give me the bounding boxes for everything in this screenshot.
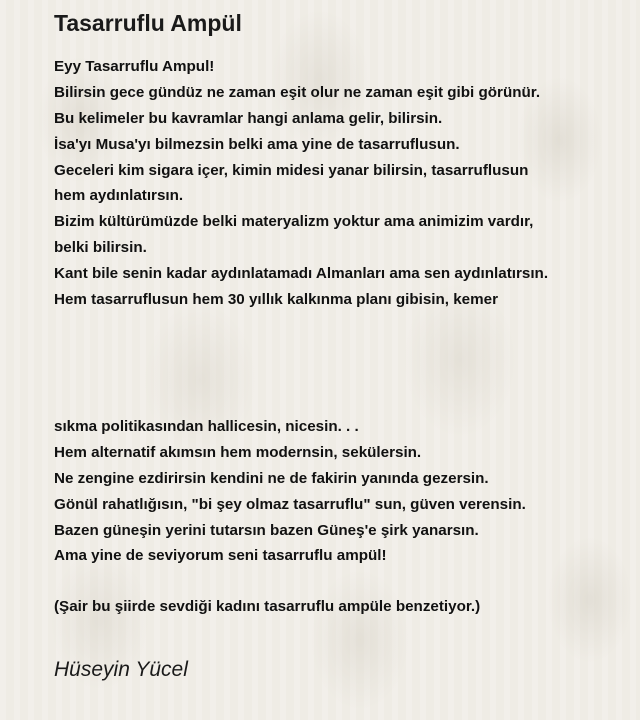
poem-line: Bu kelimeler bu kavramlar hangi anlama gelir, bilirsin. bbox=[54, 109, 443, 127]
poem-line: hem aydınlatırsın. bbox=[54, 187, 184, 205]
poem-line: Bizim kültürümüzde belki materyalizm yoktur ama animizim vardır, bbox=[54, 213, 534, 231]
poem-line: Bazen güneşin yerini tutarsın bazen Güneş'e şirk yanarsın. bbox=[54, 521, 479, 539]
poem-line: Bilirsin gece gündüz ne zaman eşit olur ne zaman eşit gibi görünür. bbox=[54, 83, 541, 101]
poem-stanza-1 bbox=[54, 54, 624, 313]
poem-line: sıkma politikasından hallicesin, nicesin. . . bbox=[54, 418, 359, 435]
poem-author: Hüseyin Yücel bbox=[54, 658, 188, 681]
poem-stanza-2 bbox=[54, 414, 624, 569]
poem-line: Eyy Tasarruflu Ampul! bbox=[54, 58, 215, 75]
poem-line: Hem alternatif akımsın hem modernsin, sekülersin. bbox=[54, 443, 422, 461]
poem-line: Kant bile senin kadar aydınlatamadı Almanları ama sen aydınlatırsın. bbox=[54, 265, 549, 283]
poem-line: Hem tasarruflusun hem 30 yıllık kalkınma planı gibisin, kemer bbox=[54, 291, 498, 309]
poem-line: Ne zengine ezdirirsin kendini ne de fakirin yanında gezersin. bbox=[54, 469, 489, 487]
poem-line: Geceleri kim sigara içer, kimin midesi yanar bilirsin, tasarruflusun bbox=[54, 161, 529, 179]
poem-line: Ama yine de seviyorum seni tasarruflu ampül! bbox=[54, 547, 387, 565]
poem-line: belki bilirsin. bbox=[54, 239, 147, 257]
poem-title: Tasarruflu Ampül bbox=[54, 10, 242, 36]
poem-note: (Şair bu şiirde sevdiği kadını tasarruflu ampüle benzetiyor.) bbox=[54, 598, 481, 615]
poem-line: Gönül rahatlığısın, "bi şey olmaz tasarruflu" sun, güven verensin. bbox=[54, 495, 526, 513]
poem-line: İsa'yı Musa'yı bilmezsin belki ama yine de tasarruflusun. bbox=[54, 135, 460, 153]
